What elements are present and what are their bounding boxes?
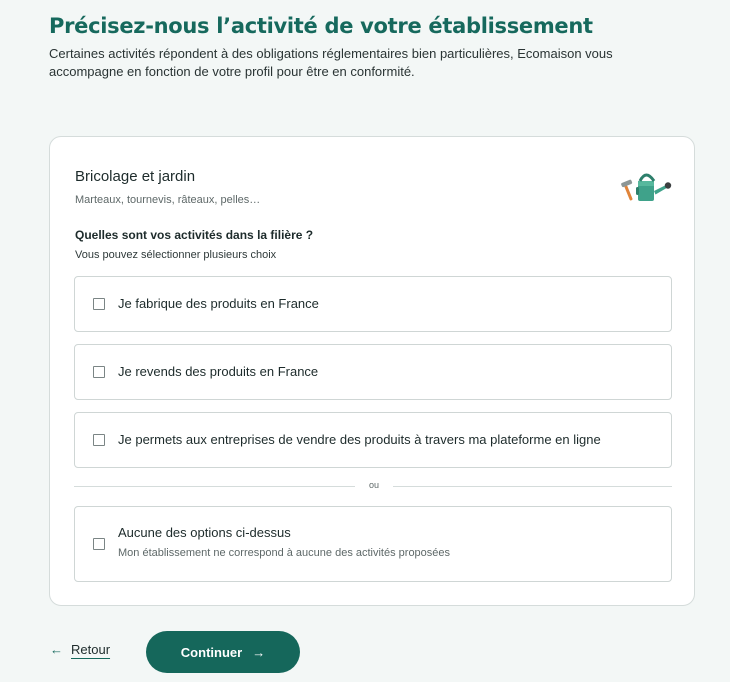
- page-title: Précisez-nous l’activité de votre établissement: [49, 14, 593, 38]
- arrow-right-icon: →: [252, 644, 266, 660]
- arrow-left-icon: ←: [50, 642, 63, 657]
- option-label: Je permets aux entreprises de vendre des produits à travers ma plateforme en ligne: [118, 432, 601, 447]
- back-label: Retour: [71, 642, 111, 657]
- or-separator: ou: [355, 480, 393, 490]
- option-plateforme[interactable]: [74, 412, 672, 468]
- option-fabrique[interactable]: [74, 276, 672, 332]
- page-intro: Certaines activités répondent à des obligations réglementaires bien particulières, Ecomaison vous accompagne en fonction de votre profil pour être en conformité.: [49, 46, 613, 79]
- option-description: Mon établissement ne correspond à aucune des activités proposées: [118, 547, 451, 559]
- option-label: Je fabrique des produits en France: [118, 296, 319, 311]
- activity-card: [49, 136, 695, 606]
- checkbox[interactable]: [93, 538, 105, 550]
- category-subtitle: Marteaux, tournevis, râteaux, pelles…: [75, 194, 261, 206]
- question-label: Quelles sont vos activités dans la filière ?: [75, 228, 314, 242]
- option-label: Aucune des options ci-dessus: [118, 525, 291, 540]
- checkbox[interactable]: [93, 298, 105, 310]
- category-title: Bricolage et jardin: [75, 168, 196, 185]
- option-label: Je revends des produits en France: [118, 364, 319, 379]
- option-revends[interactable]: [74, 344, 672, 400]
- option-none[interactable]: [74, 506, 672, 582]
- question-hint: Vous pouvez sélectionner plusieurs choix: [75, 249, 277, 261]
- continue-button[interactable]: [146, 631, 300, 673]
- back-link[interactable]: [50, 642, 110, 657]
- checkbox[interactable]: [93, 366, 105, 378]
- watering-can-hammer-icon: [618, 167, 674, 207]
- checkbox[interactable]: [93, 434, 105, 446]
- continue-label: Continuer: [180, 644, 243, 660]
